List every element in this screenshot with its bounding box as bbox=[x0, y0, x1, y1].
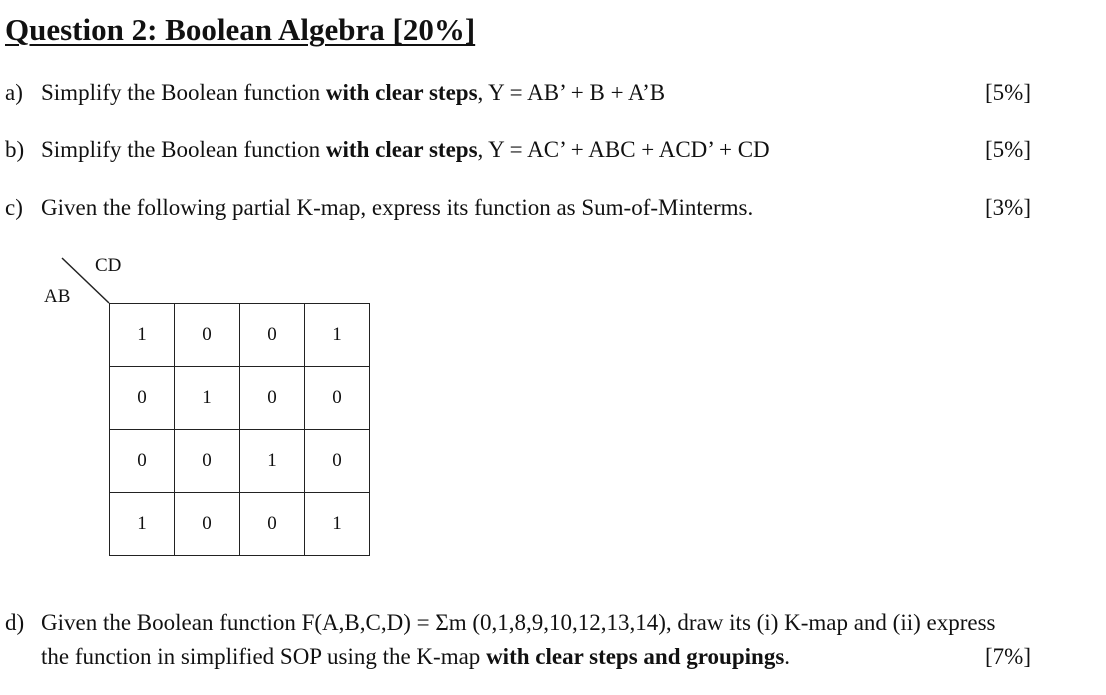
kmap-row bbox=[110, 493, 370, 556]
part-d-label: d) bbox=[5, 610, 25, 635]
part-b-suffix: , Y = AC’ + ABC + ACD’ + CD bbox=[477, 137, 770, 162]
kmap-cell: 1 bbox=[305, 304, 370, 367]
kmap-cell: 0 bbox=[240, 493, 305, 556]
part-a-label: a) bbox=[5, 80, 23, 105]
kmap-cell: 0 bbox=[240, 304, 305, 367]
part-d-marks: [7%] bbox=[985, 644, 1031, 669]
part-b-prefix: Simplify the Boolean function bbox=[41, 137, 326, 162]
kmap-grid bbox=[109, 303, 370, 556]
kmap-cell: 0 bbox=[175, 493, 240, 556]
part-a-prefix: Simplify the Boolean function bbox=[41, 80, 326, 105]
kmap-cell: 1 bbox=[175, 367, 240, 430]
part-c-marks: [3%] bbox=[985, 195, 1031, 220]
part-d-line2 bbox=[41, 644, 790, 670]
kmap-cell: 1 bbox=[240, 430, 305, 493]
kmap-cell: 0 bbox=[240, 367, 305, 430]
kmap-row-var: AB bbox=[44, 286, 71, 307]
part-a bbox=[5, 80, 1095, 110]
part-d bbox=[5, 610, 1105, 680]
kmap-cell: 0 bbox=[305, 430, 370, 493]
kmap-cell: 0 bbox=[175, 304, 240, 367]
kmap-cell: 0 bbox=[110, 367, 175, 430]
part-b-marks: [5%] bbox=[985, 137, 1031, 162]
part-d-line1: Given the Boolean function F(A,B,C,D) = Σm (0,1,8,9,10,12,13,14), draw its (i) K-map and (ii) express bbox=[41, 610, 996, 635]
part-c bbox=[5, 195, 1095, 225]
kmap-row bbox=[110, 304, 370, 367]
part-a-text bbox=[41, 80, 665, 106]
part-b-label: b) bbox=[5, 137, 25, 162]
kmap-row bbox=[110, 367, 370, 430]
part-d-line2-bold: with clear steps and groupings bbox=[486, 644, 785, 669]
part-a-bold: with clear steps bbox=[325, 80, 478, 105]
kmap-cell: 0 bbox=[305, 367, 370, 430]
part-c-text: Given the following partial K-map, express its function as Sum-of-Minterms. bbox=[41, 195, 754, 220]
kmap-row bbox=[110, 430, 370, 493]
part-b-text bbox=[41, 137, 770, 163]
kmap-cell: 1 bbox=[110, 304, 175, 367]
kmap-cell: 1 bbox=[110, 493, 175, 556]
part-c-label: c) bbox=[5, 195, 23, 220]
kmap-col-var: CD bbox=[95, 255, 122, 276]
part-a-marks: [5%] bbox=[985, 80, 1031, 105]
part-d-line2-prefix: the function in simplified SOP using the K-map bbox=[41, 644, 487, 669]
kmap-cell: 0 bbox=[175, 430, 240, 493]
kmap-cell: 1 bbox=[305, 493, 370, 556]
part-b-bold: with clear steps bbox=[325, 137, 478, 162]
part-d-line2-suffix: . bbox=[784, 644, 791, 669]
part-a-suffix: , Y = AB’ + B + A’B bbox=[477, 80, 666, 105]
part-b bbox=[5, 137, 1095, 167]
question-title: Question 2: Boolean Algebra [20%] bbox=[5, 12, 476, 47]
kmap-cell: 0 bbox=[110, 430, 175, 493]
